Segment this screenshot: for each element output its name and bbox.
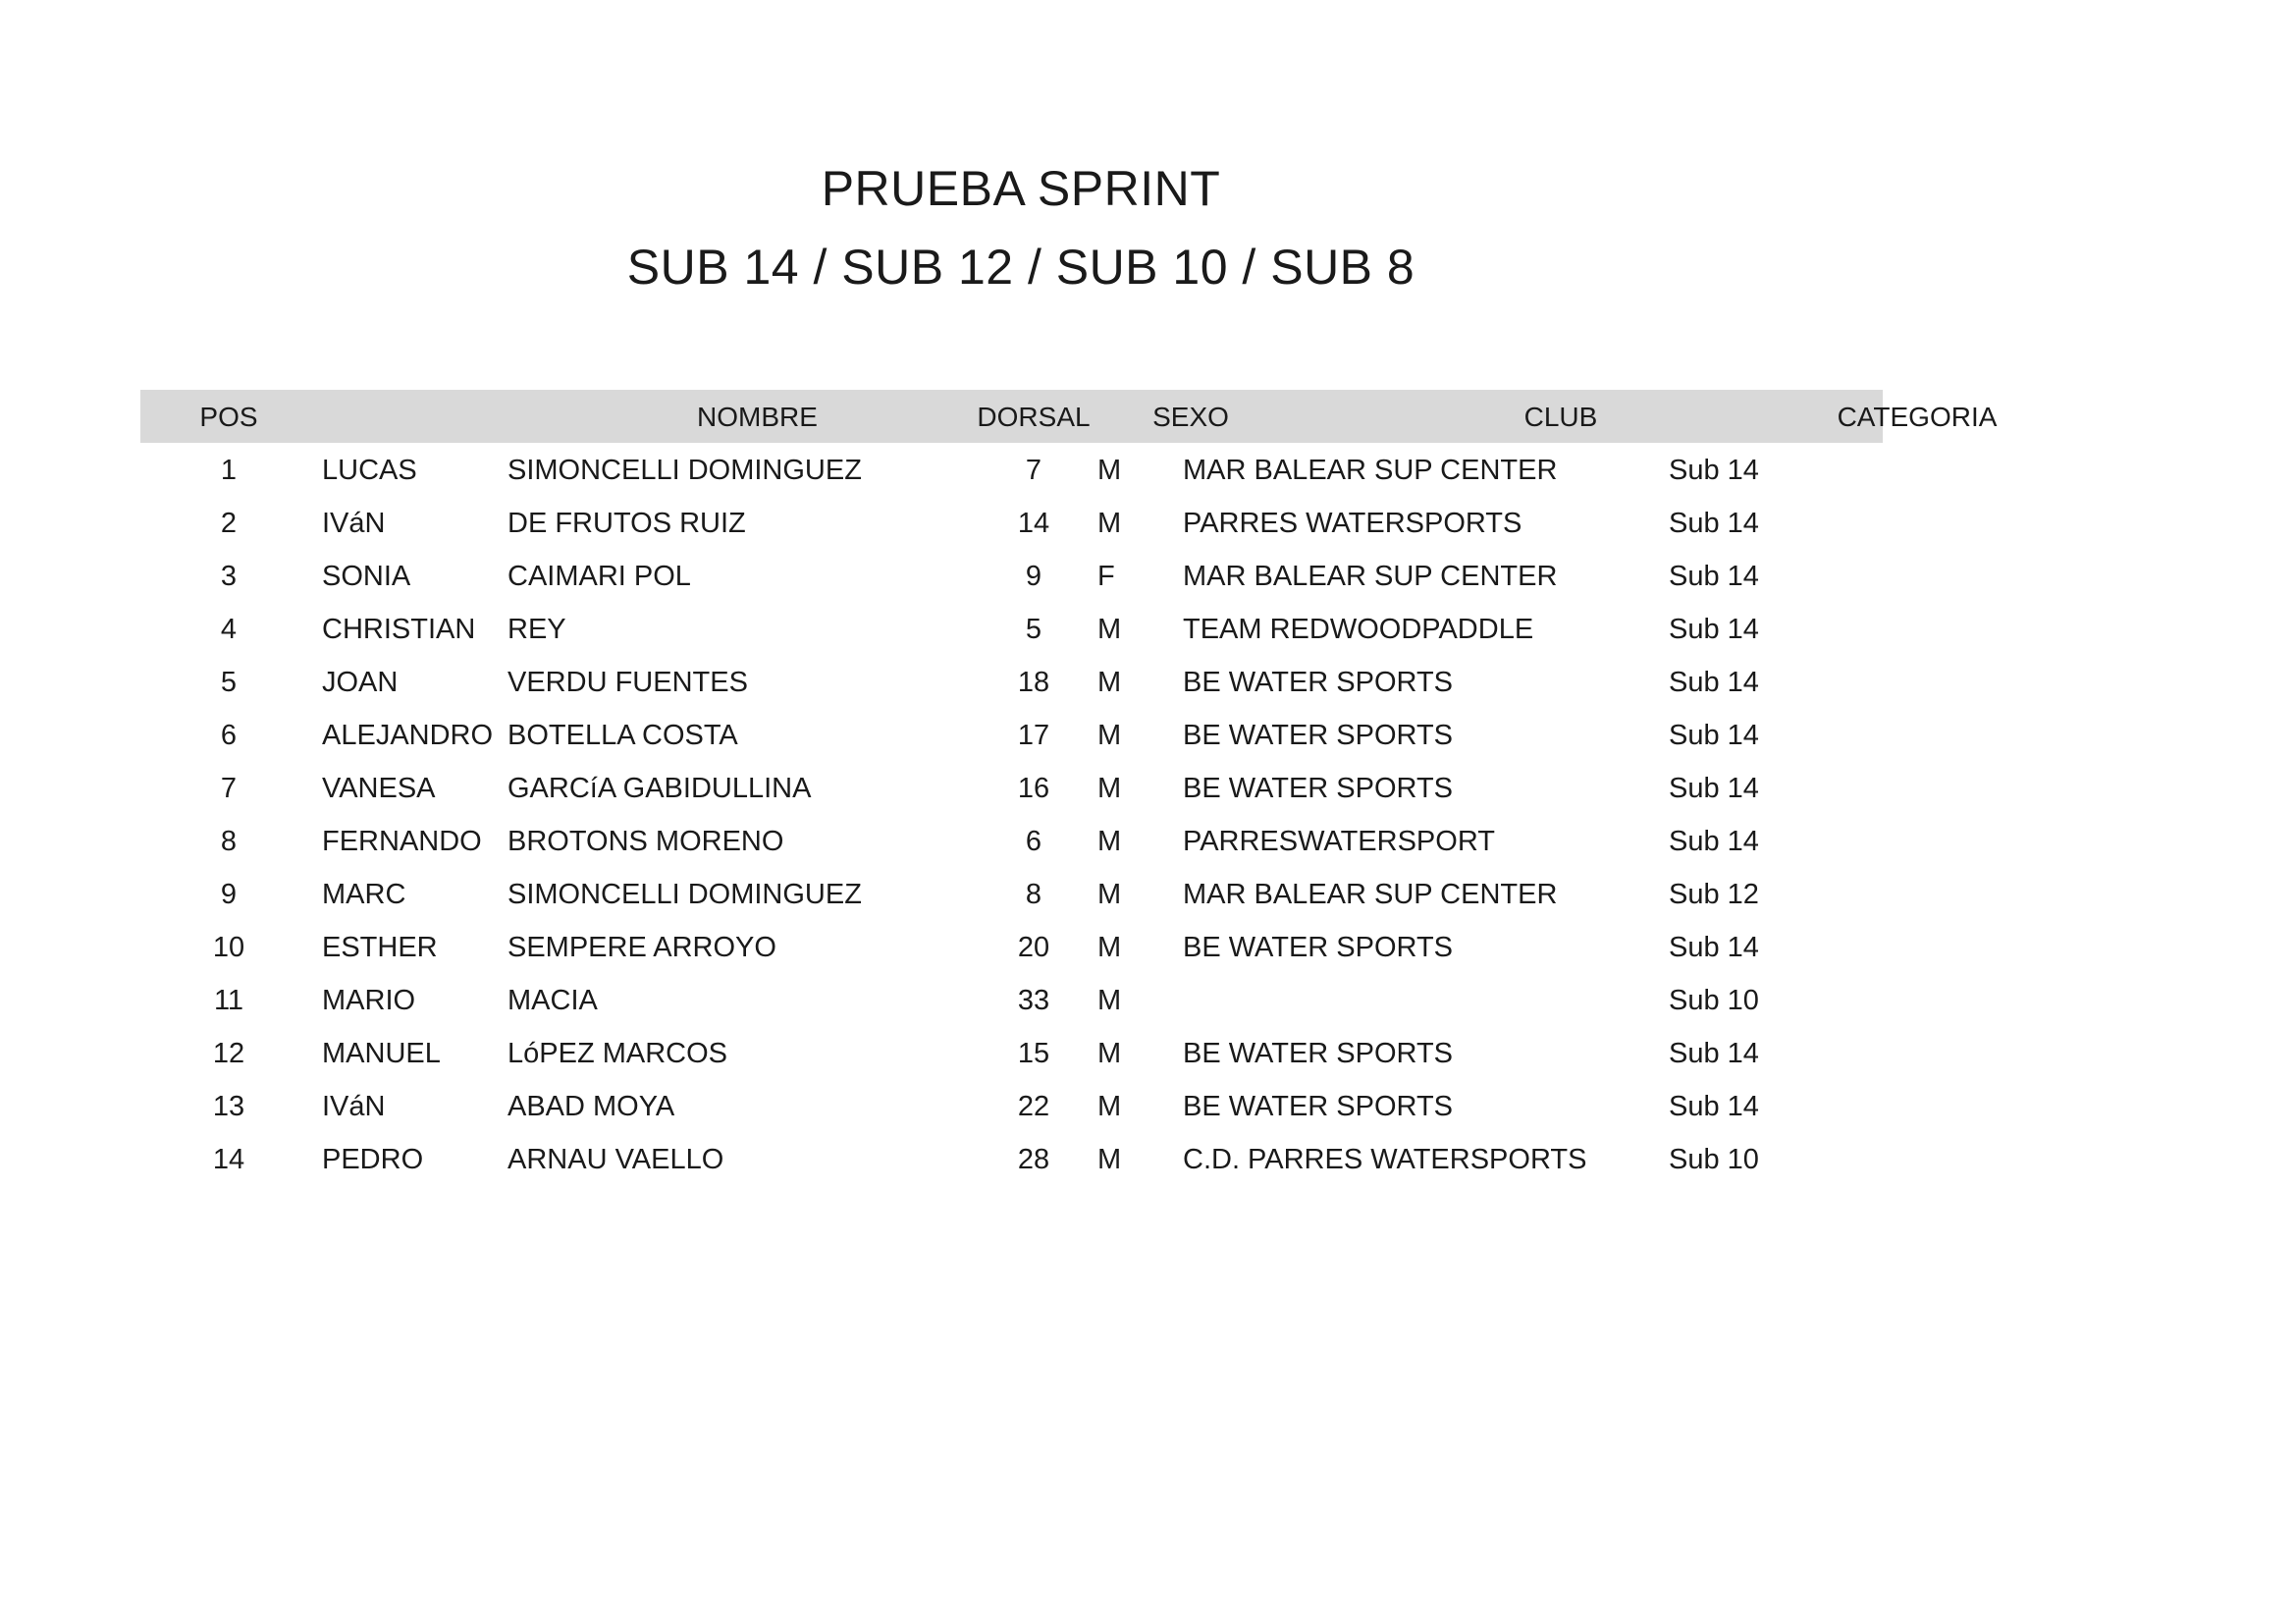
page-subtitle: SUB 14 / SUB 12 / SUB 10 / SUB 8 [626, 240, 1415, 295]
cell-sexo: F [1097, 561, 1115, 592]
cell-first-name: FERNANDO [322, 826, 482, 857]
cell-dorsal: 8 [1025, 879, 1042, 910]
cell-first-name: MARIO [322, 985, 416, 1016]
cell-pos: 10 [212, 932, 245, 963]
cell-dorsal: 20 [1017, 932, 1050, 963]
cell-dorsal: 15 [1017, 1038, 1050, 1069]
cell-last-name: LóPEZ MARCOS [507, 1038, 727, 1069]
table-row [140, 496, 1883, 549]
cell-categoria: Sub 12 [1669, 879, 1759, 910]
cell-club: MAR BALEAR SUP CENTER [1183, 561, 1558, 592]
table-row [140, 973, 1883, 1026]
table-body [140, 443, 1883, 1185]
cell-first-name: JOAN [322, 667, 399, 698]
table-row [140, 867, 1883, 920]
cell-pos: 7 [220, 773, 238, 804]
cell-pos: 5 [220, 667, 238, 698]
cell-categoria: Sub 14 [1669, 773, 1759, 804]
table-row [140, 549, 1883, 602]
cell-dorsal: 7 [1025, 455, 1042, 486]
cell-club: MAR BALEAR SUP CENTER [1183, 455, 1558, 486]
header-pos: POS [199, 402, 258, 432]
cell-categoria: Sub 10 [1669, 1144, 1759, 1175]
cell-sexo: M [1097, 932, 1122, 963]
cell-pos: 12 [212, 1038, 245, 1069]
cell-categoria: Sub 14 [1669, 1091, 1759, 1122]
cell-sexo: M [1097, 614, 1122, 645]
cell-last-name: BROTONS MORENO [507, 826, 784, 857]
header-club: CLUB [1523, 402, 1598, 432]
header-sexo: SEXO [1152, 402, 1229, 432]
cell-last-name: CAIMARI POL [507, 561, 691, 592]
cell-club: C.D. PARRES WATERSPORTS [1183, 1144, 1587, 1175]
cell-sexo: M [1097, 1091, 1122, 1122]
cell-dorsal: 16 [1017, 773, 1050, 804]
table-row [140, 443, 1883, 496]
cell-first-name: ESTHER [322, 932, 438, 963]
cell-pos: 1 [220, 455, 238, 486]
cell-club: PARRES WATERSPORTS [1183, 508, 1522, 539]
header-nombre: NOMBRE [697, 402, 818, 432]
cell-sexo: M [1097, 1144, 1122, 1175]
table-row [140, 708, 1883, 761]
cell-dorsal: 33 [1017, 985, 1050, 1016]
cell-dorsal: 17 [1017, 720, 1050, 751]
cell-categoria: Sub 14 [1669, 455, 1759, 486]
cell-pos: 13 [212, 1091, 245, 1122]
cell-categoria: Sub 14 [1669, 720, 1759, 751]
cell-first-name: IVáN [322, 1091, 386, 1122]
cell-club: BE WATER SPORTS [1183, 1091, 1454, 1122]
cell-last-name: SIMONCELLI DOMINGUEZ [507, 879, 862, 910]
cell-dorsal: 9 [1025, 561, 1042, 592]
cell-club: TEAM REDWOODPADDLE [1183, 614, 1534, 645]
cell-categoria: Sub 14 [1669, 667, 1759, 698]
table-row [140, 602, 1883, 655]
header-categoria: CATEGORIA [1837, 402, 1998, 432]
cell-last-name: GARCíA GABIDULLINA [507, 773, 812, 804]
cell-categoria: Sub 14 [1669, 1038, 1759, 1069]
cell-first-name: VANESA [322, 773, 436, 804]
table-row [140, 1079, 1883, 1132]
cell-club: BE WATER SPORTS [1183, 1038, 1454, 1069]
table-header-row [140, 390, 1998, 443]
cell-sexo: M [1097, 879, 1122, 910]
table-row [140, 761, 1883, 814]
header-dorsal: DORSAL [977, 402, 1091, 432]
cell-club: BE WATER SPORTS [1183, 667, 1454, 698]
cell-last-name: SIMONCELLI DOMINGUEZ [507, 455, 862, 486]
table-row [140, 920, 1883, 973]
page-title: PRUEBA SPRINT [821, 161, 1221, 216]
cell-sexo: M [1097, 667, 1122, 698]
cell-first-name: MANUEL [322, 1038, 441, 1069]
cell-categoria: Sub 10 [1669, 985, 1759, 1016]
cell-pos: 8 [220, 826, 238, 857]
cell-dorsal: 5 [1025, 614, 1042, 645]
cell-last-name: ARNAU VAELLO [507, 1144, 724, 1175]
cell-pos: 3 [220, 561, 238, 592]
cell-pos: 2 [220, 508, 238, 539]
cell-last-name: DE FRUTOS RUIZ [507, 508, 746, 539]
cell-last-name: BOTELLA COSTA [507, 720, 738, 751]
cell-categoria: Sub 14 [1669, 932, 1759, 963]
cell-first-name: SONIA [322, 561, 411, 592]
table-row [140, 1132, 1883, 1185]
cell-club: BE WATER SPORTS [1183, 773, 1454, 804]
cell-sexo: M [1097, 720, 1122, 751]
cell-sexo: M [1097, 985, 1122, 1016]
cell-first-name: IVáN [322, 508, 386, 539]
cell-categoria: Sub 14 [1669, 561, 1759, 592]
cell-sexo: M [1097, 455, 1122, 486]
cell-pos: 6 [220, 720, 238, 751]
cell-sexo: M [1097, 508, 1122, 539]
cell-categoria: Sub 14 [1669, 508, 1759, 539]
cell-last-name: ABAD MOYA [507, 1091, 675, 1122]
cell-categoria: Sub 14 [1669, 614, 1759, 645]
cell-dorsal: 22 [1017, 1091, 1050, 1122]
cell-pos: 14 [212, 1144, 245, 1175]
cell-club: BE WATER SPORTS [1183, 932, 1454, 963]
table-row [140, 655, 1883, 708]
cell-last-name: REY [507, 614, 566, 645]
cell-first-name: MARC [322, 879, 406, 910]
table-row [140, 1026, 1883, 1079]
cell-first-name: PEDRO [322, 1144, 424, 1175]
cell-club: MAR BALEAR SUP CENTER [1183, 879, 1558, 910]
cell-sexo: M [1097, 1038, 1122, 1069]
cell-pos: 4 [220, 614, 238, 645]
cell-first-name: ALEJANDRO [322, 720, 494, 751]
cell-dorsal: 14 [1017, 508, 1050, 539]
cell-club: BE WATER SPORTS [1183, 720, 1454, 751]
cell-last-name: SEMPERE ARROYO [507, 932, 776, 963]
cell-pos: 11 [213, 985, 244, 1016]
cell-dorsal: 18 [1017, 667, 1050, 698]
cell-categoria: Sub 14 [1669, 826, 1759, 857]
cell-last-name: VERDU FUENTES [507, 667, 748, 698]
cell-first-name: LUCAS [322, 455, 417, 486]
table-row [140, 814, 1883, 867]
cell-first-name: CHRISTIAN [322, 614, 476, 645]
cell-dorsal: 28 [1017, 1144, 1050, 1175]
cell-club: PARRESWATERSPORT [1183, 826, 1495, 857]
cell-sexo: M [1097, 773, 1122, 804]
cell-dorsal: 6 [1025, 826, 1042, 857]
cell-pos: 9 [220, 879, 238, 910]
cell-last-name: MACIA [507, 985, 598, 1016]
results-table [140, 390, 1998, 1185]
cell-sexo: M [1097, 826, 1122, 857]
